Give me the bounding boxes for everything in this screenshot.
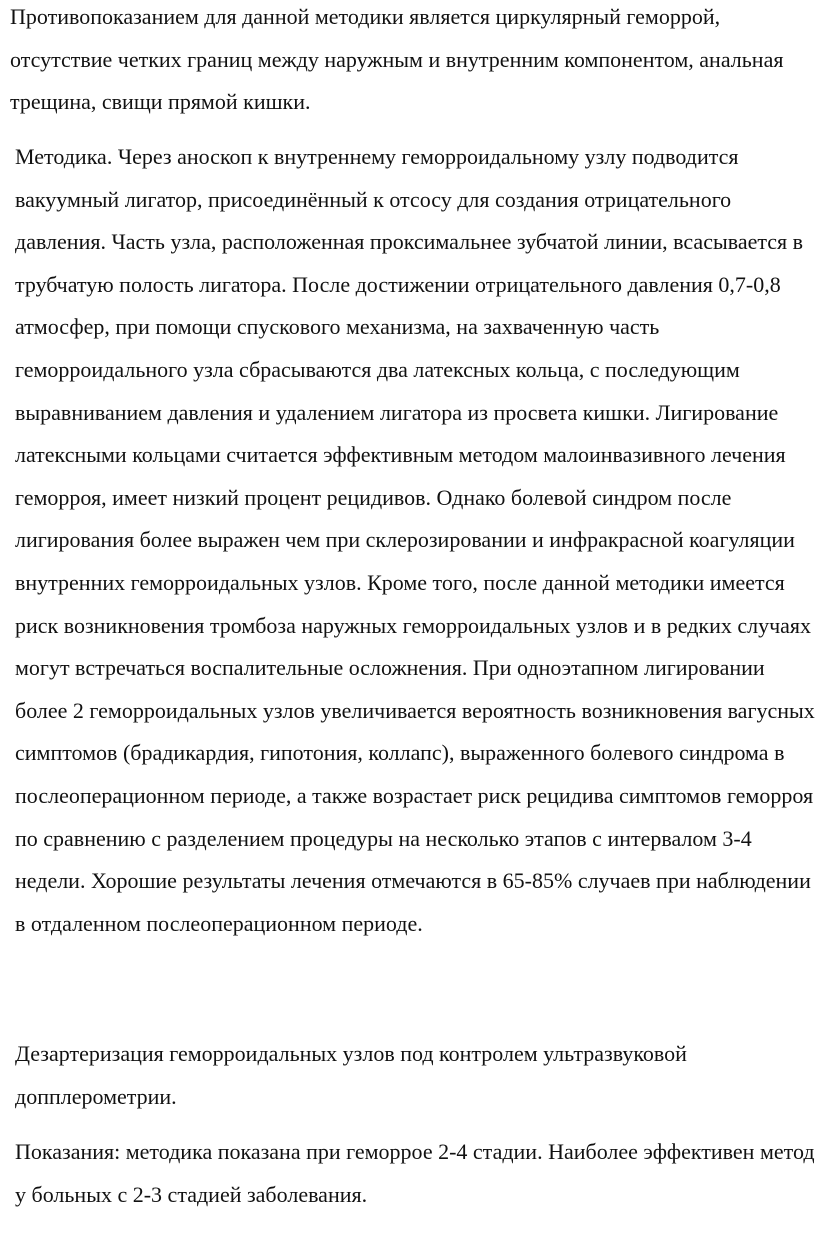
paragraph-indications: Показания: методика показана при геморрое 2-4 стадии. Наиболее эффективен метод у больных с 2-3 стадией заболевания. — [15, 1139, 815, 1207]
paragraph-contraindications: Противопоказанием для данной методики является циркулярный геморрой, отсутствие четких границ между наружным и внутренним компонентом, анальная трещина, свищи прямой кишки. — [10, 4, 784, 115]
paragraph-methodology: Методика. Через аноскоп к внутреннему геморроидальному узлу подводится вакуумный лигатор, присоединённый к отсосу для создания отрицательного давления. Часть узла, расположенная проксимальнее зубчатой линии, всасывается в трубчатую полость лигатора. После достижении отрицательного давления 0,7-0,8 атмосфер, при помощи спускового механизма, на захваченную часть геморроидального узла сбрасываются два латексных кольца, с последующим выравниванием давления и удалением лигатора из просвета кишки. Лигирование латексными кольцами считается эффективным методом малоинвазивного лечения геморроя, имеет низкий процент рецидивов. Однако болевой синдром после лигирования более выражен чем при склерозировании и инфракрасной коагуляции внутренних геморроидальных узлов. Кроме того, после данной методики имеется риск возникновения тромбоза наружных геморроидальных узлов и в редких случаях могут встречаться воспалительные осложнения. При одноэтапном лигировании более 2 геморроидальных узлов увеличивается вероятность возникновения вагусных симптомов (брадикардия, гипотония, коллапс), выраженного болевого синдрома в послеоперационном периоде, а также возрастает риск рецидива симптомов геморроя по сравнению с разделением процедуры на несколько этапов с интервалом 3-4 недели. Хорошие результаты лечения отмечаются в 65-85% случаев при наблюдении в отдаленном послеоперационном периоде. — [15, 144, 815, 936]
paragraph-dearterialization-heading: Дезартеризация геморроидальных узлов под контролем ультразвуковой допплерометрии. — [15, 1041, 687, 1109]
